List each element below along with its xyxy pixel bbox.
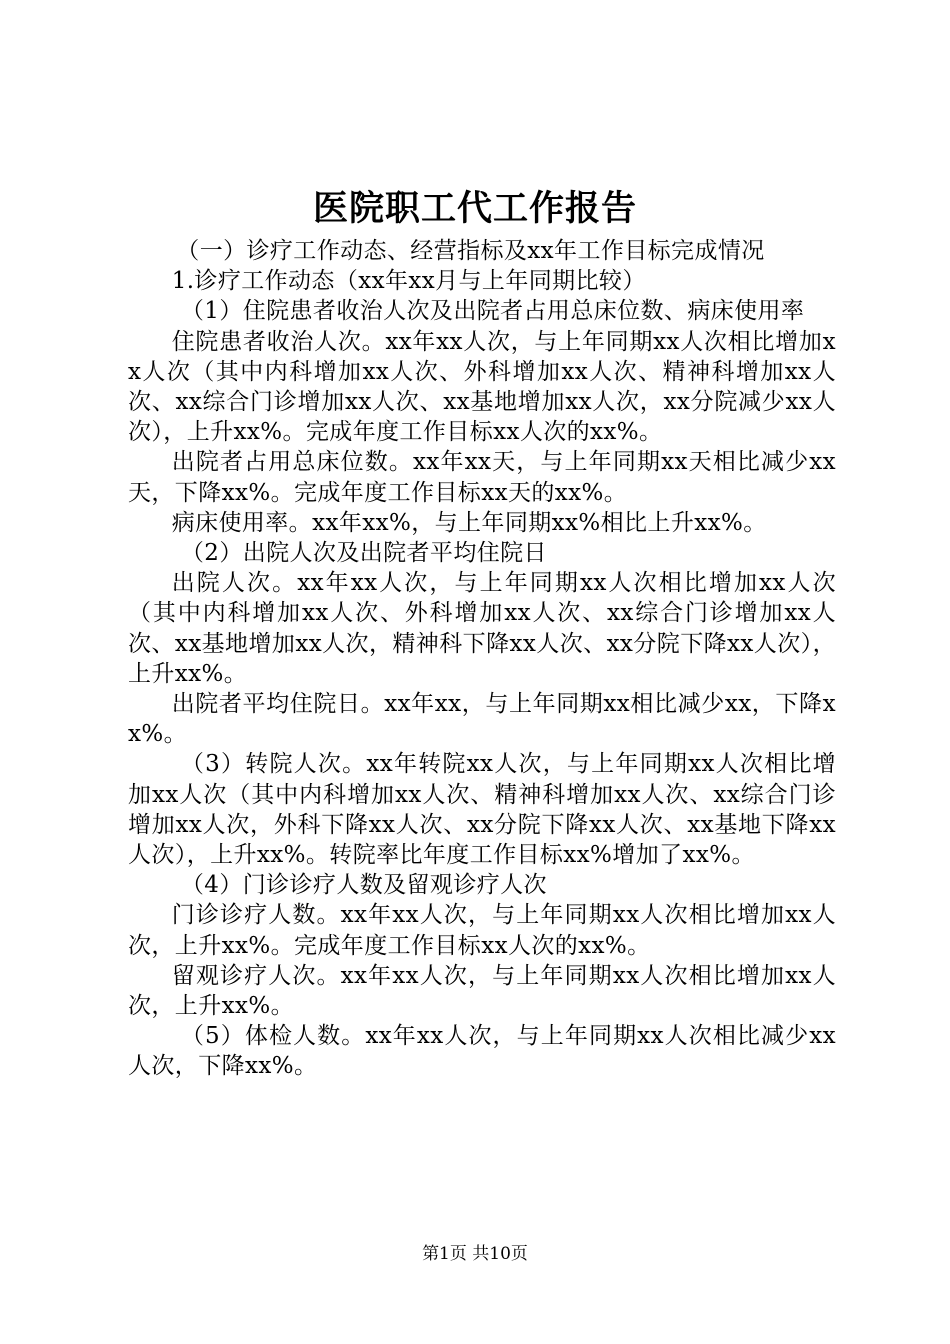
- paragraph-bed-usage-rate: 病床使用率。xx年xx%，与上年同期xx%相比上升xx%。: [171, 509, 767, 536]
- paragraph-average-stay: 出院者平均住院日。xx年xx，与上年同期xx相比减少xx，下降xx%。: [128, 691, 836, 748]
- document-title: 医院职工代工作报告: [312, 188, 637, 229]
- paragraph-bed-days: 出院者占用总床位数。xx年xx天，与上年同期xx天相比减少xx天，下降xx%。完成年度工作目标xx天的xx%。: [128, 449, 836, 506]
- paragraph-checkups: （5）体检人数。xx年xx人次，与上年同期xx人次相比减少xx人次，下降xx%。: [128, 1023, 836, 1080]
- paragraph-outpatient: 门诊诊疗人数。xx年xx人次，与上年同期xx人次相比增加xx人次，上升xx%。完成年度工作目标xx人次的xx%。: [128, 902, 836, 959]
- item-heading-2: （2）出院人次及出院者平均住院日: [180, 540, 547, 567]
- paragraph-discharges: 出院人次。xx年xx人次，与上年同期xx人次相比增加xx人次（其中内科增加xx人次、外科增加xx人次、xx综合门诊增加xx人次、xx基地增加xx人次，精神科下降xx人次、xx分院下降xx人次），上升xx%。: [128, 570, 836, 687]
- paragraph-inpatient-admissions: 住院患者收治人次。xx年xx人次，与上年同期xx人次相比增加xx人次（其中内科增加xx人次、外科增加xx人次、精神科增加xx人次、xx综合门诊增加xx人次、xx基地增加xx人次，xx分院减少xx人次），上升xx%。完成年度工作目标xx人次的xx%。: [128, 328, 836, 446]
- page-number: 第1页 共10页: [422, 1244, 528, 1264]
- paragraph-observation: 留观诊疗人次。xx年xx人次，与上年同期xx人次相比增加xx人次，上升xx%。: [128, 962, 836, 1020]
- item-heading-1: （1）住院患者收治人次及出院者占用总床位数、病床使用率: [180, 298, 805, 325]
- section-heading-1: （一）诊疗工作动态、经营指标及xx年工作目标完成情况: [176, 238, 765, 264]
- item-heading-4: （4）门诊诊疗人数及留观诊疗人次: [180, 872, 547, 899]
- document-body: [128, 236, 836, 1082]
- paragraph-transfers: （3）转院人次。xx年转院xx人次，与上年同期xx人次相比增加xx人次（其中内科增加xx人次、精神科增加xx人次、xx综合门诊增加xx人次，外科下降xx人次、xx分院下降xx人次、xx基地下降xx人次），上升xx%。转院率比年度工作目标xx%增加了xx%。: [128, 751, 836, 869]
- subsection-heading-1: 1.诊疗工作动态（xx年xx月与上年同期比较）: [171, 268, 646, 295]
